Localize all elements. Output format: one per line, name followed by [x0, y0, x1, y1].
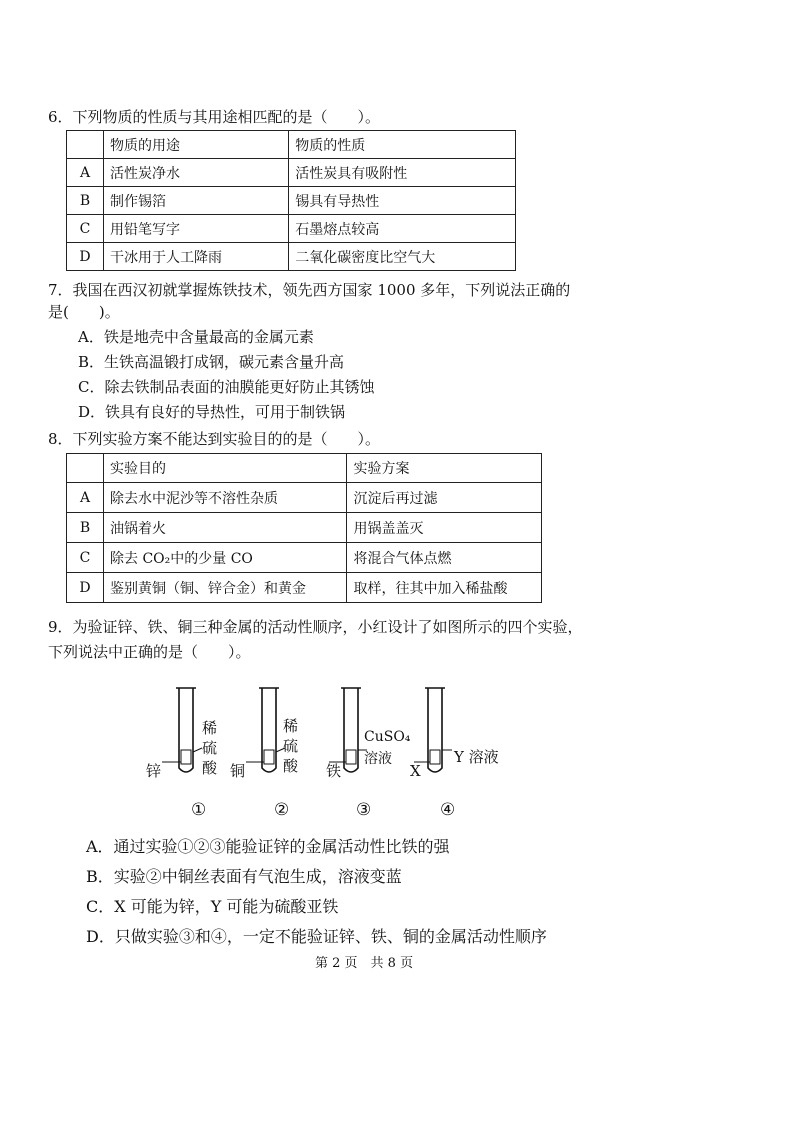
tube1-liquid-label: 稀硫酸: [202, 719, 218, 777]
q6-stem: 6．下列物质的性质与其用途相匹配的是（ ）。: [48, 108, 381, 126]
table-row: A 除去水中泥沙等不溶性杂质 沉淀后再过滤: [67, 483, 542, 513]
page-footer: 第 2 页 共 8 页: [315, 956, 414, 971]
table-row: C 除去 CO₂中的少量 CO 将混合气体点燃: [67, 543, 542, 573]
q9-test-tube-figure: [140, 680, 520, 825]
tube1-number: ①: [191, 800, 207, 820]
tube4-metal-label: X: [410, 762, 421, 780]
test-tube-1: [162, 688, 202, 772]
test-tube-2: [246, 688, 285, 772]
q7-stem-line2: 是( )。: [48, 303, 120, 321]
table-row: [67, 131, 516, 159]
q6-header-prop: 物质的性质: [289, 131, 516, 159]
q6-table: [66, 130, 516, 271]
q6-header-use: 物质的用途: [104, 131, 289, 159]
q8-stem: 8．下列实验方案不能达到实验目的的是（ ）。: [48, 430, 381, 448]
test-tube-4: [414, 688, 452, 772]
table-row: C 用铅笔写字 石墨熔点较高: [67, 215, 516, 243]
tube4-liquid-label: Y 溶液: [454, 748, 499, 766]
q8-table: [66, 453, 542, 603]
table-row: D 干冰用于人工降雨 二氧化碳密度比空气大: [67, 243, 516, 271]
q8-header-goal: 实验目的: [104, 454, 347, 483]
table-row: B 制作锡箔 锡具有导热性: [67, 187, 516, 215]
q7-option-d: D．铁具有良好的导热性，可用于制铁锅: [78, 403, 346, 421]
tube3-number: ③: [356, 800, 372, 820]
q9-stem-line1: 9．为验证锌、铁、铜三种金属的活动性顺序，小红设计了如图所示的四个实验，: [48, 618, 583, 636]
test-tube-3: [329, 688, 367, 772]
q9-option-b: B．实验②中铜丝表面有气泡生成，溶液变蓝: [86, 867, 402, 886]
q9-option-a: A．通过实验①②③能验证锌的金属活动性比铁的强: [86, 837, 450, 856]
q8-header-plan: 实验方案: [347, 454, 542, 483]
q7-stem-line1: 7．我国在西汉初就掌握炼铁技术，领先西方国家 1000 多年，下列说法正确的: [48, 281, 571, 299]
q9-stem-line2: 下列说法中正确的是（ ）。: [48, 643, 251, 661]
tube2-number: ②: [274, 800, 290, 820]
tube3-liquid-label: CuSO₄溶液: [364, 729, 411, 767]
tube1-metal-label: 锌: [146, 762, 162, 780]
q7-option-b: B．生铁高温锻打成钢，碳元素含量升高: [78, 353, 345, 371]
table-row: D 鉴别黄铜（铜、锌合金）和黄金 取样，往其中加入稀盐酸: [67, 573, 542, 603]
q7-option-c: C．除去铁制品表面的油膜能更好防止其锈蚀: [78, 378, 375, 396]
tube2-metal-label: 铜: [230, 762, 246, 780]
tube3-metal-label: 铁: [326, 762, 342, 780]
tube4-number: ④: [440, 800, 456, 820]
q9-option-c: C．X 可能为锌，Y 可能为硫酸亚铁: [86, 897, 339, 916]
table-row: [67, 454, 542, 483]
q9-option-d: D．只做实验③和④，一定不能验证锌、铁、铜的金属活动性顺序: [86, 927, 547, 946]
q7-option-a: A．铁是地壳中含量最高的金属元素: [78, 328, 314, 346]
table-row: A 活性炭净水 活性炭具有吸附性: [67, 159, 516, 187]
table-row: B 油锅着火 用锅盖盖灭: [67, 513, 542, 543]
tube2-liquid-label: 稀硫酸: [283, 717, 299, 775]
